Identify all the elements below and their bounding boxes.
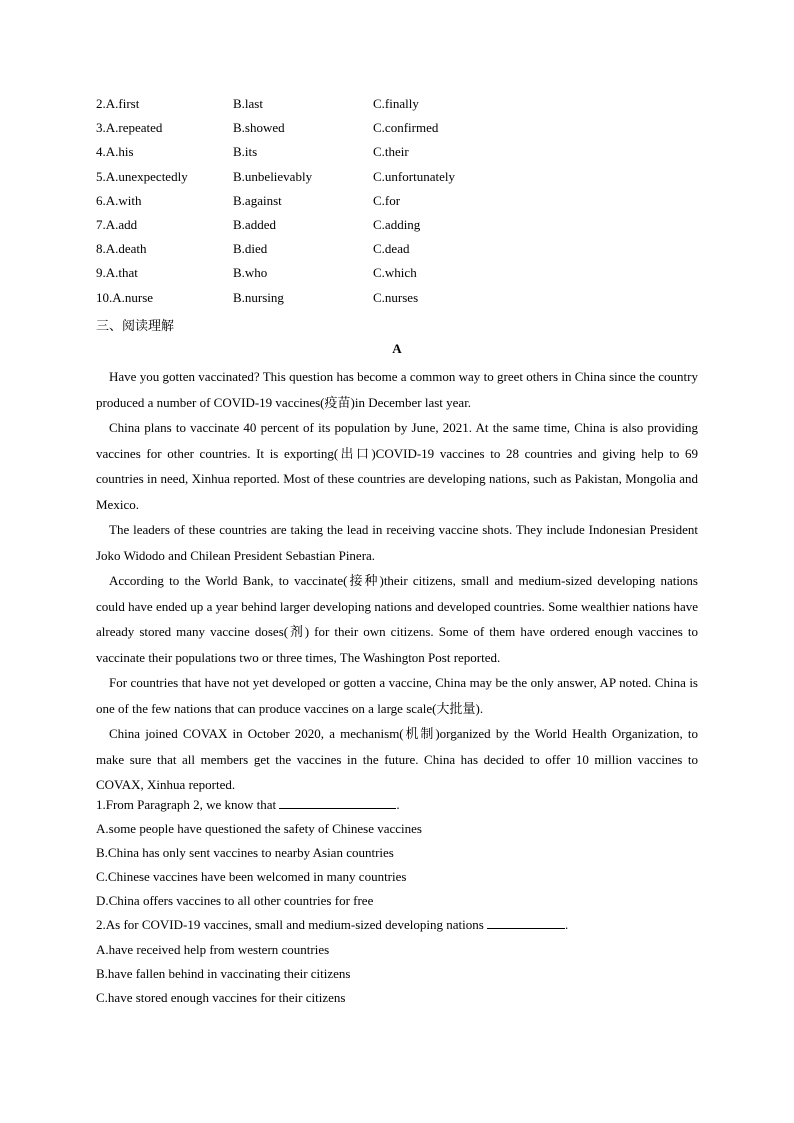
option-c: C.finally [373, 96, 419, 111]
questions [96, 793, 698, 1010]
option-b: B.added [233, 216, 276, 232]
paragraph: For countries that have not yet developed or gotten a vaccine, China may be the only answer, AP noted. China is one of the few nations that can produce vaccines on a large scale(大批量). [96, 675, 698, 716]
option-c: C.their [373, 144, 409, 160]
passage-heading: A [392, 341, 402, 356]
option-c: C.adding [373, 216, 421, 232]
option-b: B.against [233, 192, 282, 208]
question-option: D.China offers vaccines to all other countries for free [96, 893, 374, 909]
option-b: B.died [233, 241, 268, 257]
options-row [96, 168, 455, 192]
options-row [96, 264, 455, 288]
option-c: C.confirmed [373, 120, 439, 136]
option-a: 9.A.that [96, 265, 138, 281]
options-row [96, 119, 455, 143]
paragraph: China plans to vaccinate 40 percent of its population by June, 2021. At the same time, China is also providing vaccines for other countries. It is exporting(出口)COVID-19 vaccines to 28 countries and giving help to 69 countries in need, Xinhua reported. Most of these countries are developing nations, such as Pakistan, Mongolia and Mexico. [96, 420, 698, 512]
question-stem: 2.As for COVID-19 vaccines, small and medium-sized developing nations . [96, 917, 569, 933]
paragraph: According to the World Bank, to vaccinate(接种)their citizens, small and medium-sized developing nations could have ended up a year behind larger developing nations and developed countries. Some wealthier nations have already stored many vaccine doses(剂) for their own citizens. Some of them have ordered enough vaccines to vaccinate their populations two or three times, The Washington Post reported. [96, 573, 698, 665]
options-row [96, 143, 455, 167]
cloze-options-table [96, 95, 455, 313]
option-b: B.who [233, 265, 268, 281]
paragraph: China joined COVAX in October 2020, a mechanism(机制)organized by the World Health Organization, to make sure that all members get the vaccines in the future. China has decided to offer 10 million vaccines to COVAX, Xinhua reported. [96, 726, 698, 792]
option-c: C.which [373, 265, 417, 281]
section-title: 三、阅读理解 [96, 319, 175, 334]
reading-passage [96, 364, 698, 798]
option-a: 2.A.first [96, 96, 140, 111]
question-option: C.have stored enough vaccines for their citizens [96, 989, 346, 1005]
option-a: 4.A.his [96, 144, 134, 160]
answer-blank [279, 796, 396, 809]
option-a: 6.A.with [96, 192, 142, 208]
option-a: 10.A.nurse [96, 289, 154, 305]
option-c: C.for [373, 192, 401, 208]
answer-blank [487, 916, 565, 929]
option-b: B.its [233, 144, 258, 160]
option-c: C.nurses [373, 289, 419, 305]
options-row [96, 240, 455, 264]
question-option: A.have received help from western countries [96, 941, 330, 957]
option-a: 3.A.repeated [96, 120, 163, 136]
option-b: B.showed [233, 120, 285, 136]
options-row [96, 289, 455, 313]
paragraph: Have you gotten vaccinated? This question has become a common way to greet others in China since the country produced a number of COVID-19 vaccines(疫苗)in December last year. [96, 369, 698, 410]
option-a: 7.A.add [96, 216, 138, 232]
options-row [96, 192, 455, 216]
question-option: B.China has only sent vaccines to nearby Asian countries [96, 845, 394, 861]
option-b: B.unbelievably [233, 168, 313, 184]
option-c: C.dead [373, 241, 410, 257]
option-a: 8.A.death [96, 241, 147, 257]
question-stem: 1.From Paragraph 2, we know that . [96, 797, 400, 812]
option-b: B.last [233, 96, 263, 111]
question-option: B.have fallen behind in vaccinating their citizens [96, 965, 351, 981]
option-b: B.nursing [233, 289, 284, 305]
options-row [96, 216, 455, 240]
option-a: 5.A.unexpectedly [96, 168, 188, 184]
question-option: A.some people have questioned the safety of Chinese vaccines [96, 821, 422, 837]
paragraph: The leaders of these countries are taking the lead in receiving vaccine shots. They include Indonesian President Joko Widodo and Chilean President Sebastian Pinera. [96, 522, 698, 563]
option-c: C.unfortunately [373, 168, 455, 184]
options-row [96, 95, 455, 119]
question-option: C.Chinese vaccines have been welcomed in many countries [96, 869, 407, 885]
